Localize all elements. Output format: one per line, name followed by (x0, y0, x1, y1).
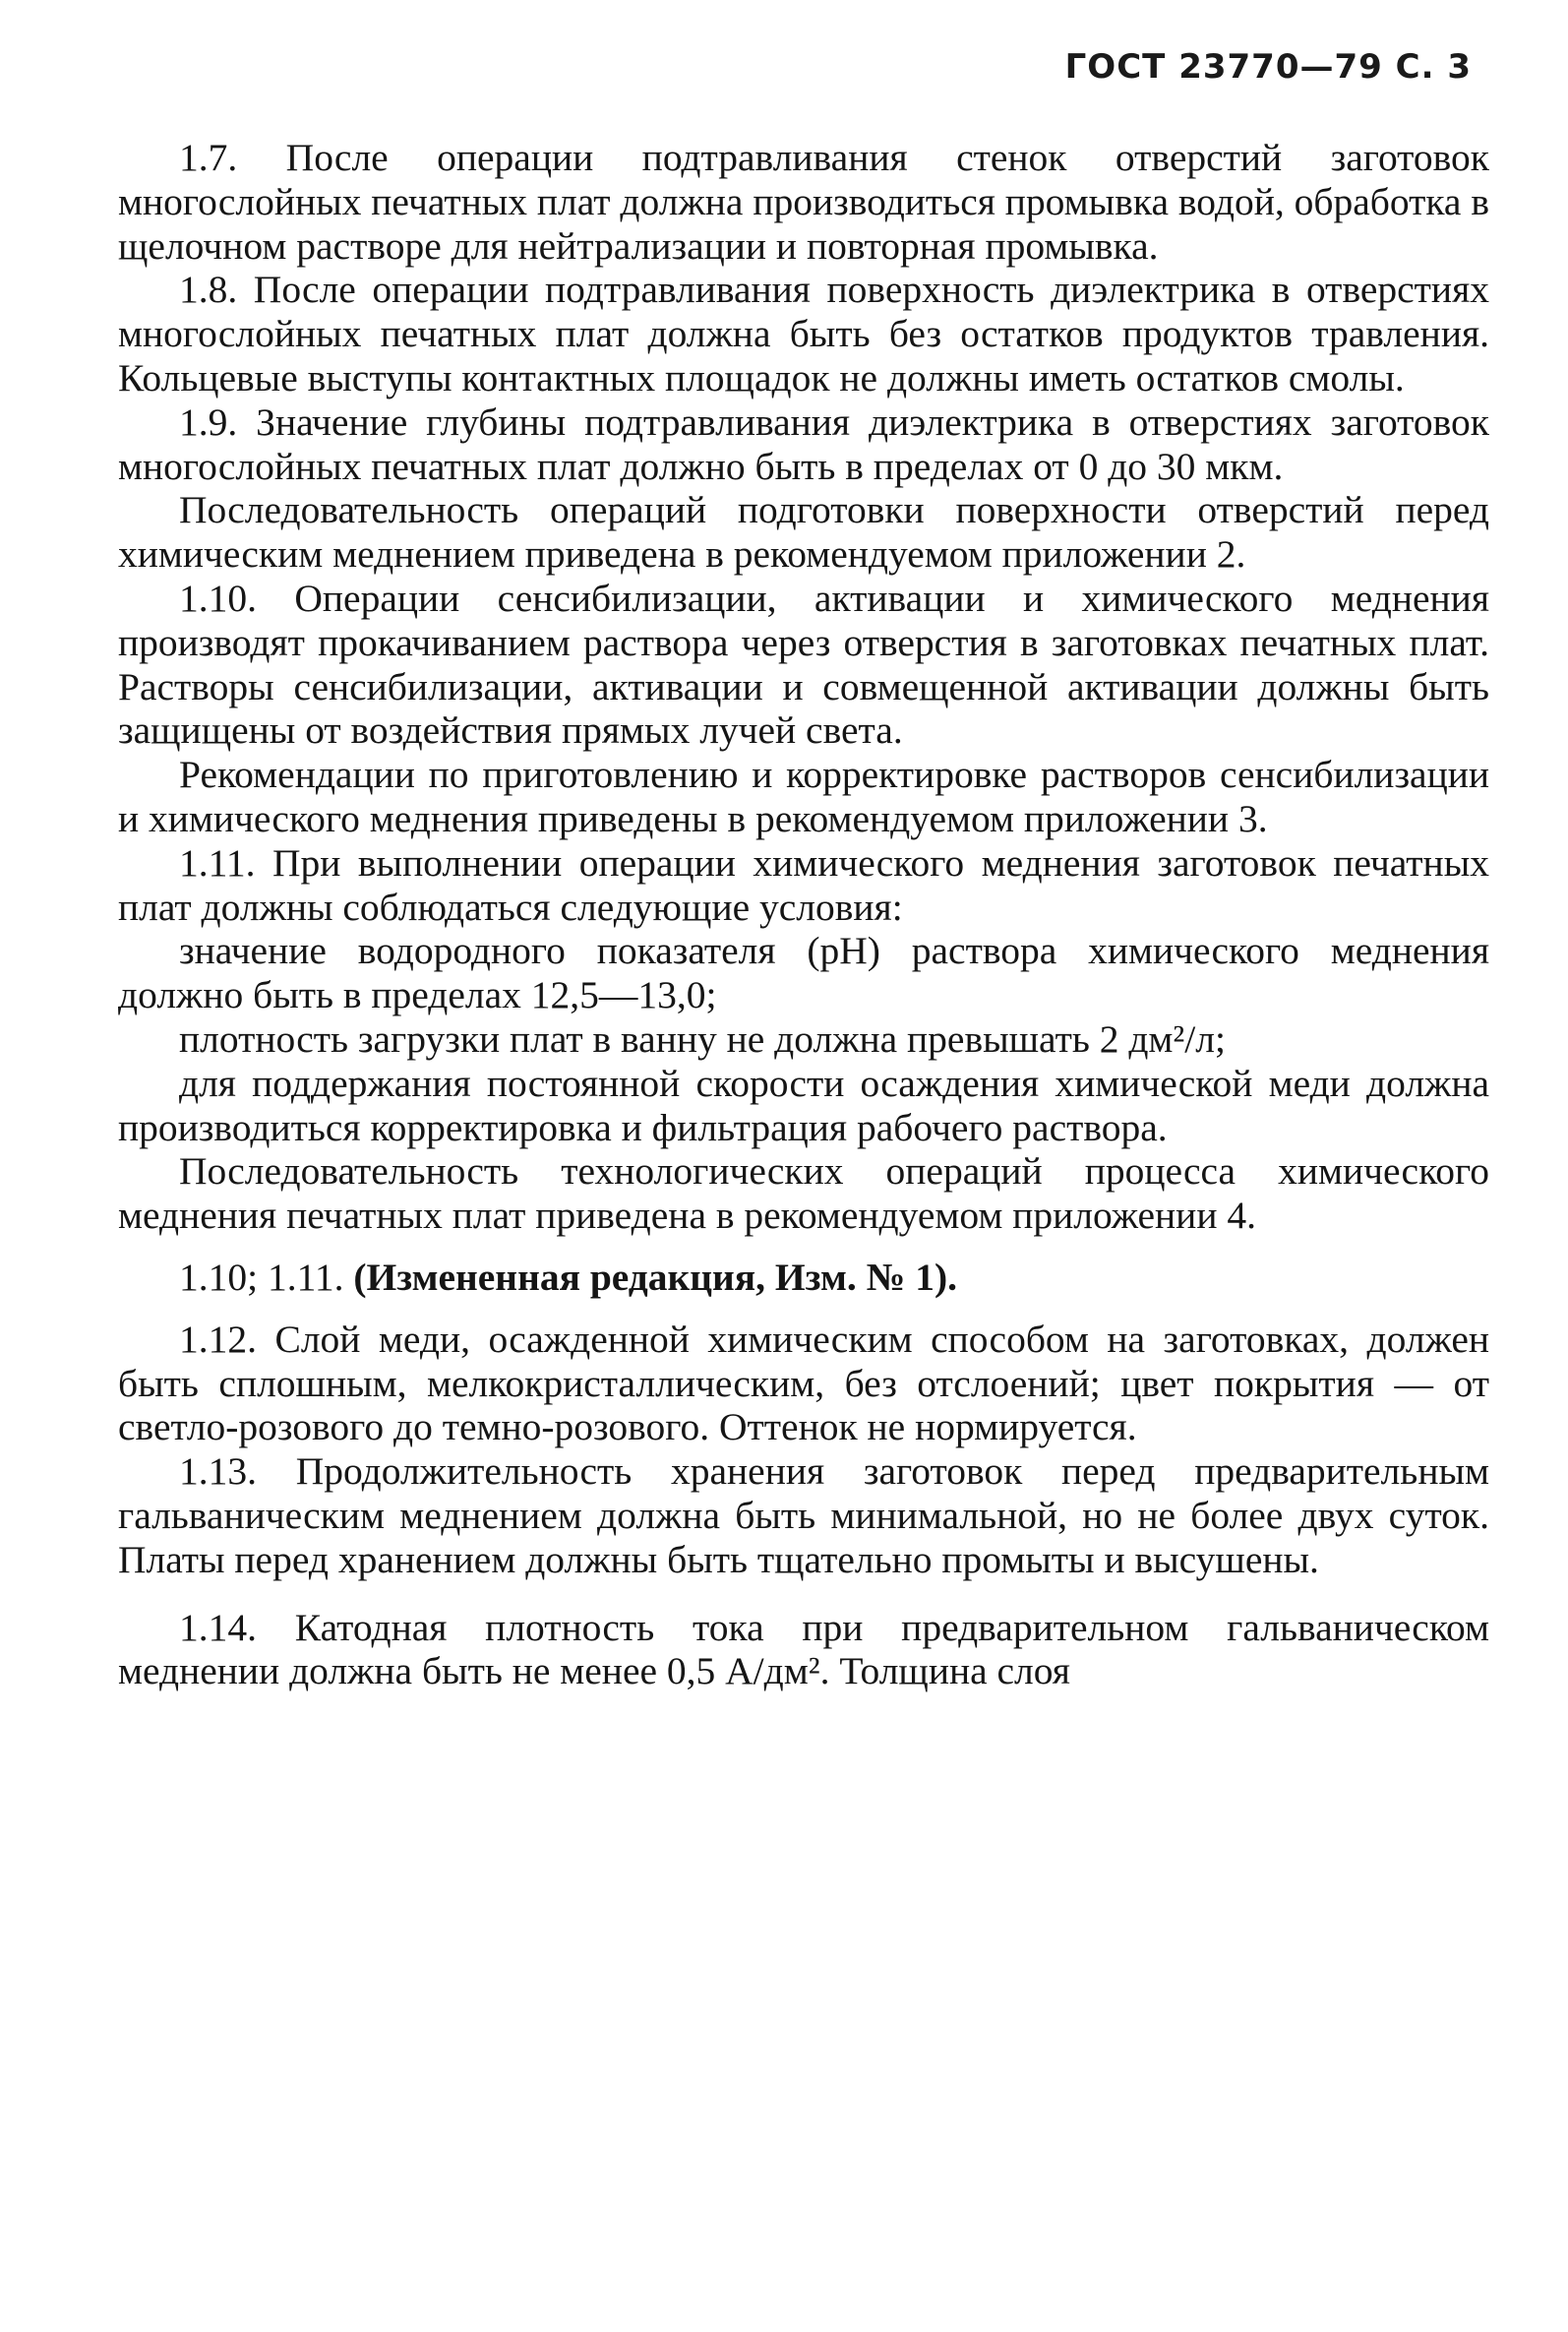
paragraph-1-11-load: плотность загрузки плат в ванну не должна превышать 2 дм²/л; (179, 1016, 1226, 1061)
paragraph-1-7: 1.7. После операции подтравливания стенок отверстий заготовок многослойных печатных плат должна производиться промывка водой, обработка в щелочном растворе для нейтрализации и повторная промывка. (118, 136, 1489, 268)
paragraph-1-10: 1.10. Операции сенсибилизации, активации и химического меднения производят прокачиванием раствора через отверстия в заготовках печатных плат. Растворы сенсибилизации, активации и совмещенной активации должны быть защищены от воздействия прямых лучей света. (118, 576, 1489, 753)
paragraph-1-10-note: Рекомендации по приготовлению и корректировке растворов сенсибилизации и химического меднения приведены в рекомендуемом приложении 3. (118, 753, 1489, 840)
paragraph-1-11-note: Последовательность технологических операций процесса химического меднения печатных плат приведена в рекомендуемом приложении 4. (118, 1149, 1489, 1238)
paragraph-1-9-note: Последовательность операций подготовки поверхности отверстий перед химическим меднением приведена в рекомендуемом приложении 2. (118, 488, 1489, 577)
paragraph-1-12: 1.12. Слой меди, осажденной химическим способом на заготовках, должен быть сплошным, мелкокристаллическим, без отслоений; цвет покрытия — от светло-розового до темно-розового. Оттенок не нормируется. (118, 1317, 1489, 1449)
amendment-refs: 1.10; 1.11. (179, 1255, 344, 1299)
running-head: ГОСТ 23770—79 С. 3 (1064, 47, 1472, 87)
paragraph-1-9: 1.9. Значение глубины подтравливания диэлектрика в отверстиях заготовок многослойных печатных плат должно быть в пределах от 0 до 30 мкм. (118, 399, 1489, 488)
paragraph-1-11-filter: для поддержания постоянной скорости осаждения химической меди должна производиться корректировка и фильтрация рабочего раствора. (118, 1061, 1489, 1149)
paragraph-1-13: 1.13. Продолжительность хранения заготовок перед предварительным гальваническим меднением должна быть минимальной, но не более двух суток. Платы перед хранением должны быть тщательно промыты и высушены. (118, 1449, 1489, 1581)
paragraph-1-8: 1.8. После операции подтравливания поверхность диэлектрика в отверстиях многослойных печатных плат должна быть без остатков продуктов травления. Кольцевые выступы контактных площадок не должны иметь остатков смолы. (118, 268, 1489, 399)
amendment-note (118, 1256, 1489, 1300)
paragraph-1-11-ph: значение водородного показателя (pH) раствора химического меднения должно быть в пределах 12,5—13,0; (118, 929, 1489, 1017)
amendment-label: (Измененная редакция, Изм. № 1). (353, 1255, 957, 1299)
paragraph-1-11: 1.11. При выполнении операции химического меднения заготовок печатных плат должны соблюдаться следующие условия: (118, 840, 1489, 929)
paragraph-1-14: 1.14. Катодная плотность тока при предварительном гальваническом меднении должна быть не менее 0,5 А/дм². Толщина слоя (118, 1605, 1489, 1693)
document-body (118, 136, 1489, 1693)
